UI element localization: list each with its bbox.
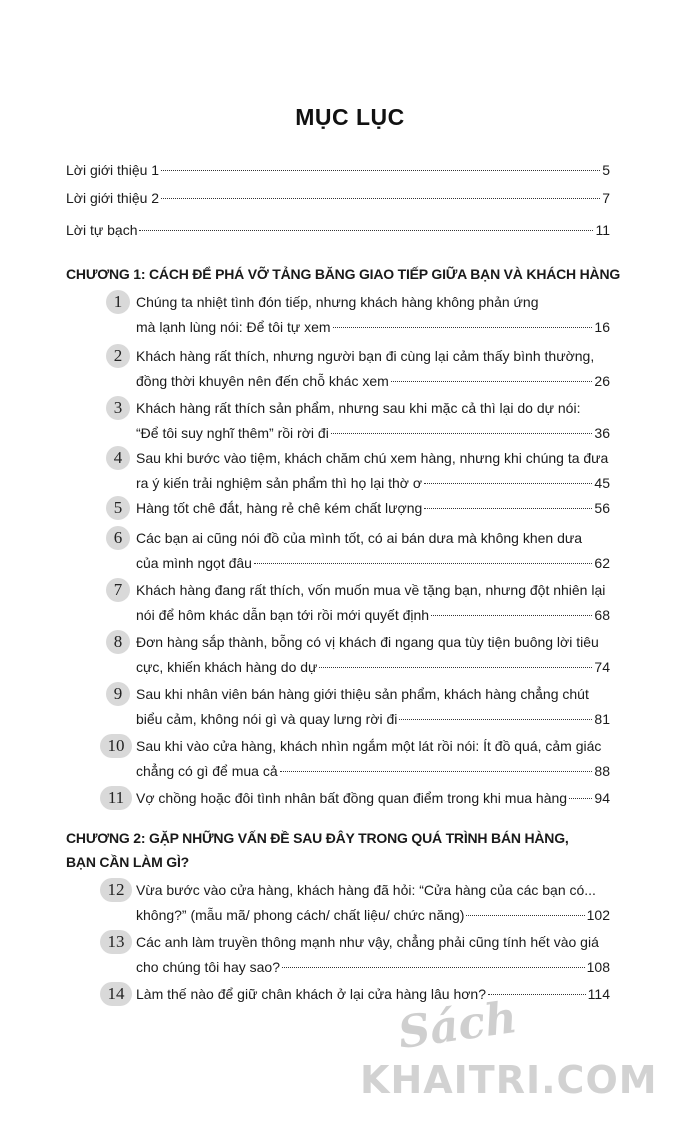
item-text: “Để tôi suy nghĩ thêm” rồi rời đi [136,425,329,441]
dot-leader [161,198,600,199]
page-number: 74 [594,659,610,675]
item-number-badge: 3 [106,396,130,420]
item-text-line2 [110,654,610,680]
page-number: 102 [586,907,610,923]
item-text: cho chúng tôi hay sao? [136,959,280,975]
page-number: 94 [594,790,610,806]
page-number: 81 [594,711,610,727]
entry-title: Lời giới thiệu 1 [66,162,160,178]
dot-leader [424,483,592,484]
dot-leader [569,798,592,799]
item-text: Vợ chồng hoặc đôi tình nhân bất đồng quan điểm trong khi mua hàng [136,790,568,806]
toc-item[interactable] [110,344,610,394]
item-number-badge: 12 [100,878,132,902]
chapter-1-title: CHƯƠNG 1: CÁCH ĐỂ PHÁ VỠ TẢNG BĂNG GIAO TIẾP GIỮA BẠN VÀ KHÁCH HÀNG [66,266,621,282]
entry-title: Lời giới thiệu 2 [66,190,160,206]
page-number: 16 [594,319,610,335]
toc-item[interactable] [110,578,610,628]
item-number-badge: 5 [106,496,130,520]
item-text-line1: Đơn hàng sắp thành, bỗng có vị khách đi ngang qua tùy tiện buông lời tiêu [136,634,599,650]
dot-leader [254,563,592,564]
item-text-line2 [110,706,610,732]
item-text-line2 [110,368,610,394]
item-text: đồng thời khuyên nên đến chỗ khác xem [136,373,389,389]
dot-leader [424,508,592,509]
toc-item[interactable] [107,878,610,928]
item-text: ra ý kiến trải nghiệm sản phẩm thì họ lại thờ ơ [136,475,423,491]
page-number: 56 [594,500,610,516]
page-number: 5 [602,162,610,178]
item-number-badge: 10 [100,734,132,758]
dot-leader [333,327,593,328]
dot-leader [282,967,585,968]
item-text-line1: Các anh làm truyền thông mạnh như vậy, chẳng phải cũng tính hết vào giá [136,934,599,950]
item-text-line2 [110,602,610,628]
chapter-2-title-line2: BẠN CẦN LÀM GÌ? [66,854,189,870]
page-number: 11 [595,222,610,238]
page-title: MỤC LỤC [295,104,405,130]
toc-item[interactable] [107,734,610,784]
front-entry[interactable] [66,160,610,180]
item-number-badge: 2 [106,344,130,368]
item-text: mà lạnh lùng nói: Để tôi tự xem [136,319,331,335]
watermark-text: KHAITRI.COM [360,1058,658,1102]
item-number-badge: 7 [106,578,130,602]
front-entry[interactable] [66,220,610,240]
item-text-line1: Vừa bước vào cửa hàng, khách hàng đã hỏi: “Cửa hàng của các bạn có... [136,882,596,898]
page-number: 68 [594,607,610,623]
watermark-script: Sách [395,991,521,1060]
item-number-badge: 8 [106,630,130,654]
dot-leader [431,615,592,616]
page-number: 108 [586,959,610,975]
item-text-line2 [110,758,610,784]
item-number-badge: 9 [106,682,130,706]
page-number: 62 [594,555,610,571]
item-text-line2 [110,420,610,446]
item-number-badge: 11 [100,786,132,810]
dot-leader [466,915,584,916]
item-text-line1: Chúng ta nhiệt tình đón tiếp, nhưng khách hàng không phản ứng [136,294,539,310]
item-number-badge: 1 [106,290,130,314]
toc-item[interactable] [107,786,610,810]
item-text-line1: Khách hàng rất thích, nhưng người bạn đi cùng lại cảm thấy bình thường, [136,348,595,364]
item-number-badge: 6 [106,526,130,550]
item-text: chẳng có gì để mua cả [136,763,278,779]
dot-leader [280,771,593,772]
dot-leader [391,381,593,382]
item-text-line2 [110,786,610,810]
page-number: 114 [587,986,610,1002]
item-text-line2 [110,314,610,340]
dot-leader [331,433,593,434]
item-text-line2 [110,954,610,980]
item-text-line2 [110,902,610,928]
item-text-line1: Khách hàng rất thích sản phẩm, nhưng sau khi mặc cả thì lại do dự nói: [136,400,581,416]
chapter-2-title-line1: CHƯƠNG 2: GẶP NHỮNG VẤN ĐỀ SAU ĐÂY TRONG QUÁ TRÌNH BÁN HÀNG, [66,830,569,846]
item-text-line1: Sau khi bước vào tiệm, khách chăm chú xem hàng, nhưng khi chúng ta đưa [136,450,609,466]
item-text: Hàng tốt chê đắt, hàng rẻ chê kém chất lượng [136,500,423,516]
item-text-line1: Sau khi vào cửa hàng, khách nhìn ngắm một lát rồi nói: Ít đồ quá, cảm giác [136,738,602,754]
toc-item[interactable] [110,446,610,496]
dot-leader [399,719,592,720]
page-number: 36 [594,425,610,441]
toc-item[interactable] [110,630,610,680]
page-number: 7 [602,190,610,206]
entry-title: Lời tự bạch [66,222,138,238]
dot-leader [161,170,600,171]
item-text: Làm thế nào để giữ chân khách ở lại cửa hàng lâu hơn? [136,986,486,1002]
page-number: 26 [594,373,610,389]
toc-item[interactable] [110,496,610,520]
item-text: cực, khiến khách hàng do dự [136,659,318,675]
page-number: 88 [594,763,610,779]
item-text-line1: Sau khi nhân viên bán hàng giới thiệu sản phẩm, khách hàng chẳng chút [136,686,589,702]
item-text-line1: Khách hàng đang rất thích, vốn muốn mua về tặng bạn, nhưng đột nhiên lại [136,582,606,598]
front-entry[interactable] [66,188,610,208]
item-text: không?” (mẫu mã/ phong cách/ chất liệu/ chức năng) [136,907,465,923]
item-text: nói để hôm khác dẫn bạn tới rồi mới quyết định [136,607,430,623]
item-text-line1: Các bạn ai cũng nói đồ của mình tốt, có ai bán dưa mà không khen dưa [136,530,583,546]
page-number: 45 [594,475,610,491]
item-number-badge: 13 [100,930,132,954]
dot-leader [139,230,593,231]
toc-item[interactable] [110,396,610,446]
item-text-line2 [110,470,610,496]
item-text-line2 [110,550,610,576]
toc-item[interactable] [110,290,610,340]
item-number-badge: 14 [100,982,132,1006]
item-number-badge: 4 [106,446,130,470]
toc-item[interactable] [110,526,610,576]
chapter-2-title [66,826,626,874]
item-text: của mình ngọt đâu [136,555,252,571]
dot-leader [319,667,592,668]
item-text: biểu cảm, không nói gì và quay lưng rời đi [136,711,398,727]
toc-item[interactable] [107,930,610,980]
item-text-line2 [110,496,610,520]
toc-item[interactable] [110,682,610,732]
